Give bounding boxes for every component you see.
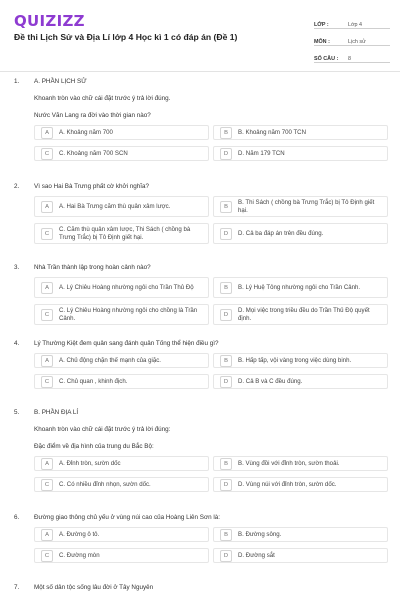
option-letter: B: [220, 529, 232, 541]
meta-row-class: [314, 12, 390, 29]
question-number: 3.: [14, 264, 20, 271]
option-letter: B: [220, 458, 232, 470]
answer-option-d[interactable]: [213, 477, 388, 492]
question-number: 1.: [14, 78, 20, 85]
answer-option-a[interactable]: [34, 527, 209, 542]
option-letter: D: [220, 228, 232, 240]
option-letter: B: [220, 282, 232, 294]
option-letter: C: [41, 376, 53, 388]
option-text: D. Cả B và C đều đúng.: [238, 377, 303, 385]
option-letter: C: [41, 228, 53, 240]
question-text: Lý Thường Kiệt đem quân sang đánh quân Tống thể hiện điều gì?: [34, 340, 219, 347]
question-text: A. PHẦN LỊCH SỬ: [34, 78, 87, 85]
question-text: Nước Văn Lang ra đời vào thời gian nào?: [34, 112, 151, 119]
option-letter: A: [41, 127, 53, 139]
option-letter: A: [41, 529, 53, 541]
worksheet-header: [0, 0, 400, 72]
option-text: D. Đường sắt: [238, 551, 275, 559]
meta-key: SỐ CÂU :: [314, 56, 339, 62]
option-text: A. Lý Chiêu Hoàng nhường ngôi cho Trần Thủ Độ: [59, 283, 194, 291]
option-letter: B: [220, 201, 232, 213]
option-text: B. Khoảng năm 700 TCN: [238, 128, 306, 136]
answer-option-a[interactable]: [34, 353, 209, 368]
option-letter: D: [220, 479, 232, 491]
question-text: Nhà Trần thành lập trong hoàn cảnh nào?: [34, 264, 151, 271]
option-text: C. Khoảng năm 700 SCN: [59, 149, 128, 157]
question-number: 4.: [14, 340, 20, 347]
option-letter: C: [41, 148, 53, 160]
meta-key: LỚP :: [314, 22, 329, 28]
meta-key: MÔN :: [314, 39, 330, 45]
option-text: D. Vùng núi với đỉnh tròn, sườn dốc.: [238, 480, 337, 488]
answer-option-c[interactable]: [34, 223, 209, 244]
quizizz-logo: QUIZIZZ: [14, 12, 85, 30]
question-number: 7.: [14, 584, 20, 591]
question-number: 5.: [14, 409, 20, 416]
option-text: B. Lý Huệ Tông nhường ngôi cho Trần Cảnh.: [238, 283, 361, 291]
option-text: B. Vùng đồi với đỉnh tròn, sườn thoải.: [238, 459, 340, 467]
question-text: Đặc điểm về địa hình của trung du Bắc Bộ:: [34, 443, 154, 450]
answer-option-a[interactable]: [34, 456, 209, 471]
option-letter: B: [220, 355, 232, 367]
question-text: B. PHẦN ĐỊA LÍ: [34, 409, 79, 416]
option-letter: A: [41, 458, 53, 470]
answer-option-b[interactable]: [213, 527, 388, 542]
option-text: D. Cả ba đáp án trên đều đúng.: [238, 229, 324, 237]
meta-value: Lịch sử: [348, 39, 366, 45]
option-text: A. Chủ động chặn thế mạnh của giặc.: [59, 356, 161, 364]
meta-panel: [314, 12, 390, 63]
option-letter: A: [41, 282, 53, 294]
answer-option-d[interactable]: [213, 146, 388, 161]
option-text: C. Chủ quan , khinh địch.: [59, 377, 128, 385]
answer-option-b[interactable]: [213, 125, 388, 140]
answer-option-b[interactable]: [213, 196, 388, 217]
option-letter: C: [41, 309, 53, 321]
answer-option-a[interactable]: [34, 196, 209, 217]
option-letter: C: [41, 550, 53, 562]
answer-option-d[interactable]: [213, 223, 388, 244]
meta-row-count: [314, 46, 390, 63]
option-text: D. Mọi việc trong triều đều do Trần Thủ Độ quyết định.: [238, 306, 370, 322]
option-text: A. Đỉnh tròn, sườn dốc: [59, 459, 121, 467]
question-text: Một số dân tộc sống lâu đời ở Tây Nguyên: [34, 584, 154, 591]
option-text: C. Đường mòn: [59, 551, 100, 559]
option-text: A. Khoảng năm 700: [59, 128, 113, 136]
answer-option-c[interactable]: [34, 374, 209, 389]
option-letter: D: [220, 148, 232, 160]
option-letter: D: [220, 550, 232, 562]
question-text: Khoanh tròn vào chữ cái đặt trước ý trả lời đúng.: [34, 95, 171, 102]
option-text: A. Hai Bà Trưng căm thù quân xâm lược.: [59, 202, 171, 210]
question-number: 2.: [14, 183, 20, 190]
answer-option-d[interactable]: [213, 304, 388, 325]
option-letter: D: [220, 376, 232, 388]
option-letter: C: [41, 479, 53, 491]
question-text: Khoanh tròn vào chữ cái đặt trước ý trả lời đúng:: [34, 426, 171, 433]
meta-row-subject: [314, 29, 390, 46]
option-letter: D: [220, 309, 232, 321]
exam-title: Đề thi Lịch Sử và Địa Lí lớp 4 Học kì 1 có đáp án (Đề 1): [14, 32, 238, 42]
option-text: C. Căm thù quân xâm lược, Thi Sách ( chồng bà Trưng Trắc) bị Tô Định giết hại.: [59, 225, 191, 241]
answer-option-c[interactable]: [34, 548, 209, 563]
answer-option-c[interactable]: [34, 146, 209, 161]
answer-option-c[interactable]: [34, 304, 209, 325]
answer-option-d[interactable]: [213, 548, 388, 563]
answer-option-d[interactable]: [213, 374, 388, 389]
answer-option-a[interactable]: [34, 277, 209, 298]
answer-option-b[interactable]: [213, 353, 388, 368]
option-text: D. Năm 179 TCN: [238, 149, 285, 157]
option-text: B. Hấp tấp, vội vàng trong việc dùng binh.: [238, 356, 352, 364]
option-text: A. Đường ô tô.: [59, 530, 100, 538]
answer-option-b[interactable]: [213, 277, 388, 298]
question-text: Đường giao thông chủ yếu ở vùng núi cao của Hoàng Liên Sơn là:: [34, 514, 221, 521]
meta-value: Lớp 4: [348, 22, 363, 28]
question-number: 6.: [14, 514, 20, 521]
answer-option-b[interactable]: [213, 456, 388, 471]
meta-value: 8: [348, 56, 351, 62]
answer-option-c[interactable]: [34, 477, 209, 492]
option-text: B. Thi Sách ( chồng bà Trưng Trắc) bị Tô Định giết hại.: [238, 198, 375, 214]
option-letter: A: [41, 201, 53, 213]
option-letter: B: [220, 127, 232, 139]
question-text: Vì sao Hai Bà Trưng phất cờ khởi nghĩa?: [34, 183, 150, 190]
answer-option-a[interactable]: [34, 125, 209, 140]
option-text: C. Lý Chiêu Hoàng nhường ngôi cho chồng là Trần Cảnh.: [59, 306, 198, 322]
option-text: B. Đường sông.: [238, 530, 282, 538]
option-text: C. Có nhiều đỉnh nhọn, sườn dốc.: [59, 480, 151, 488]
option-letter: A: [41, 355, 53, 367]
